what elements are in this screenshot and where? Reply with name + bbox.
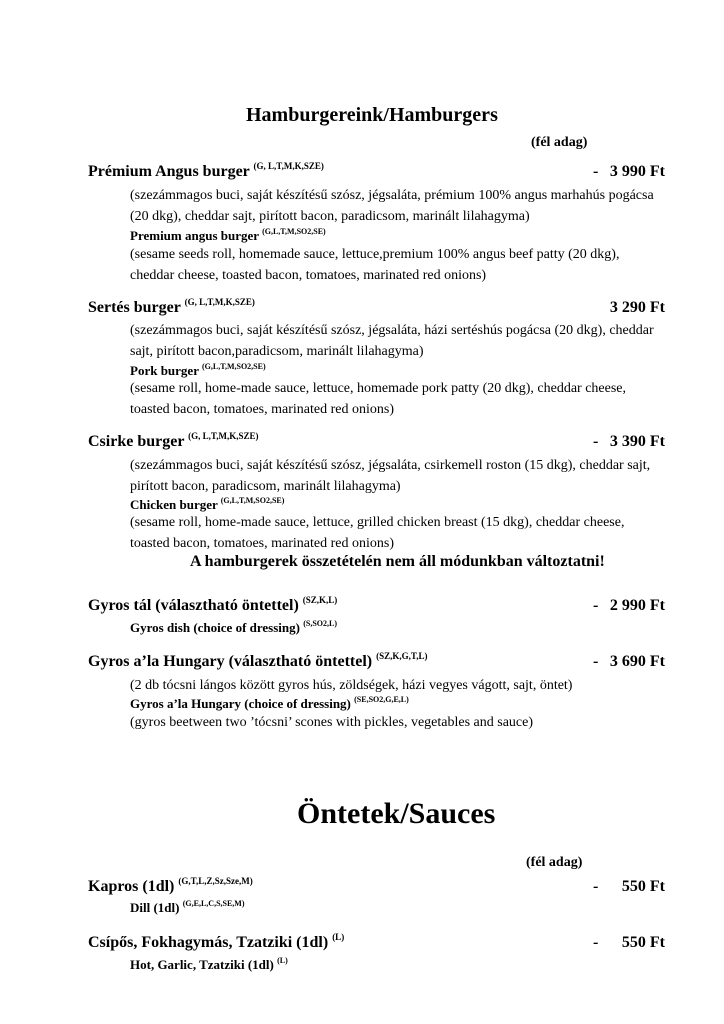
allergen-codes: (G, L,T,M,K,SZE) — [184, 297, 255, 307]
menu-item-name: Prémium Angus burger $^{(G, L,T,M,K,SZE)}$ — [88, 161, 324, 180]
allergen-codes-en: (L) — [277, 956, 288, 965]
menu-item-name-en: Premium angus burger $^{(G,L,T,M,SO2,SE)}$ — [130, 227, 326, 243]
menu-item-name-en: Pork burger $^{(G,L,T,M,SO2,SE)}$ — [130, 362, 266, 378]
menu-item-price: 3 990 Ft — [609, 163, 665, 180]
menu-item-price: 3 390 Ft — [609, 433, 665, 450]
item-description-en: (sesame seeds roll, homemade sauce, lettuce,premium 100% angus beef patty (20 dkg), — [130, 247, 620, 262]
menu-item-price: 550 Ft — [621, 878, 665, 895]
item-description-en: toasted bacon, tomatoes, marinated red onions) — [130, 536, 394, 551]
menu-item-price: 3 290 Ft — [609, 299, 665, 316]
item-description-en: (sesame roll, home-made sauce, lettuce, grilled chicken breast (15 dkg), cheddar cheese, — [130, 515, 625, 530]
portion-note: (fél adag) — [531, 135, 588, 150]
section-title-sauces: Öntetek/Sauces — [297, 797, 496, 830]
allergen-codes-en: (G,L,T,M,SO2,SE) — [220, 496, 285, 505]
item-description-hu: pirított bacon, paradicsom, marinált lilahagyma) — [130, 479, 401, 494]
price-dash: - — [593, 653, 599, 670]
price-dash: - — [593, 163, 599, 180]
menu-item-name-en: Dill (1dl) $^{(G,E,L,C,S,SE,M)}$ — [130, 899, 245, 915]
item-description-hu: sajt, pirított bacon,paradicsom, marinált lilahagyma) — [130, 344, 424, 359]
item-description-hu: (2 db tócsni lángos között gyros hús, zöldségek, házi vegyes vágott, sajt, öntet) — [130, 678, 573, 693]
allergen-codes: (SZ,K,L) — [302, 595, 338, 605]
item-description-hu: (szezámmagos buci, saját készítésű szósz, jégsaláta, házi sertéshús pogácsa (20 dkg), cheddar — [130, 323, 654, 338]
section-title-hamburgers: Hamburgereink/Hamburgers — [246, 104, 498, 126]
item-description-en: (gyros beetween two ’tócsni’ scones with pickles, vegetables and sauce) — [130, 715, 534, 730]
menu-item-name-en: Gyros dish (choice of dressing) $^{(S,SO2,L)}$ — [130, 619, 338, 635]
menu-item-price: 2 990 Ft — [609, 597, 665, 614]
price-dash: - — [593, 433, 599, 450]
menu-item-name-en: Chicken burger $^{(G,L,T,M,SO2,SE)}$ — [130, 496, 285, 512]
menu-item-name: Csirke burger $^{(G, L,T,M,K,SZE)}$ — [88, 431, 259, 450]
allergen-codes-en: (S,SO2,L) — [303, 619, 338, 628]
menu-item-price: 3 690 Ft — [609, 653, 665, 670]
menu-item-name-en: Gyros a’la Hungary (choice of dressing) $^{(SE,SO2,G,E,L)}$ — [130, 695, 409, 711]
allergen-codes-en: (G,E,L,C,S,SE,M) — [182, 899, 245, 908]
menu-item-name: Sertés burger $^{(G, L,T,M,K,SZE)}$ — [88, 297, 255, 316]
menu-item-name-en: Hot, Garlic, Tzatziki (1dl) $^{(L)}$ — [130, 956, 288, 972]
portion-note: (fél adag) — [526, 855, 583, 870]
menu-item-name: Csípős, Fokhagymás, Tzatziki (1dl) $^{(L)}$ — [88, 932, 345, 951]
price-dash: - — [593, 597, 599, 614]
hamburger-notice: A hamburgerek összetételén nem áll módunkban változtatni! — [190, 553, 605, 570]
menu-item-name: Gyros a’la Hungary (választható öntettel) $^{(SZ,K,G,T,L)}$ — [88, 651, 428, 670]
price-dash: - — [593, 934, 599, 951]
item-description-hu: (szezámmagos buci, saját készítésű szósz, jégsaláta, csirkemell roston (15 dkg), cheddar sajt, — [130, 458, 651, 473]
allergen-codes-en: (G,L,T,M,SO2,SE) — [201, 362, 266, 371]
item-description-en: toasted bacon, tomatoes, marinated red onions) — [130, 402, 394, 417]
item-description-en: (sesame roll, home-made sauce, lettuce, homemade pork patty (20 dkg), cheddar cheese, — [130, 381, 627, 396]
item-description-hu: (szezámmagos buci, saját készítésű szósz, jégsaláta, prémium 100% angus marhahús pogácsa — [130, 188, 654, 203]
allergen-codes-en: (G,L,T,M,SO2,SE) — [262, 227, 326, 236]
allergen-codes: (G,T,L,Z,Sz,Sze,M) — [178, 876, 253, 886]
price-dash: - — [593, 878, 599, 895]
menu-item-price: 550 Ft — [621, 934, 665, 951]
item-description-hu: (20 dkg), cheddar sajt, pirított bacon, paradicsom, marinált lilahagyma) — [130, 209, 530, 224]
menu-item-name: Gyros tál (választható öntettel) $^{(SZ,K,L)}$ — [88, 595, 338, 614]
allergen-codes: (G, L,T,M,K,SZE) — [188, 431, 259, 441]
allergen-codes: (L) — [332, 932, 345, 942]
allergen-codes-en: (SE,SO2,G,E,L) — [354, 695, 409, 704]
menu-item-name: Kapros (1dl) $^{(G,T,L,Z,Sz,Sze,M)}$ — [88, 876, 253, 895]
item-description-en: cheddar cheese, toasted bacon, tomatoes, marinated red onions) — [130, 268, 487, 283]
allergen-codes: (G, L,T,M,K,SZE) — [253, 161, 324, 171]
allergen-codes: (SZ,K,G,T,L) — [376, 651, 428, 661]
